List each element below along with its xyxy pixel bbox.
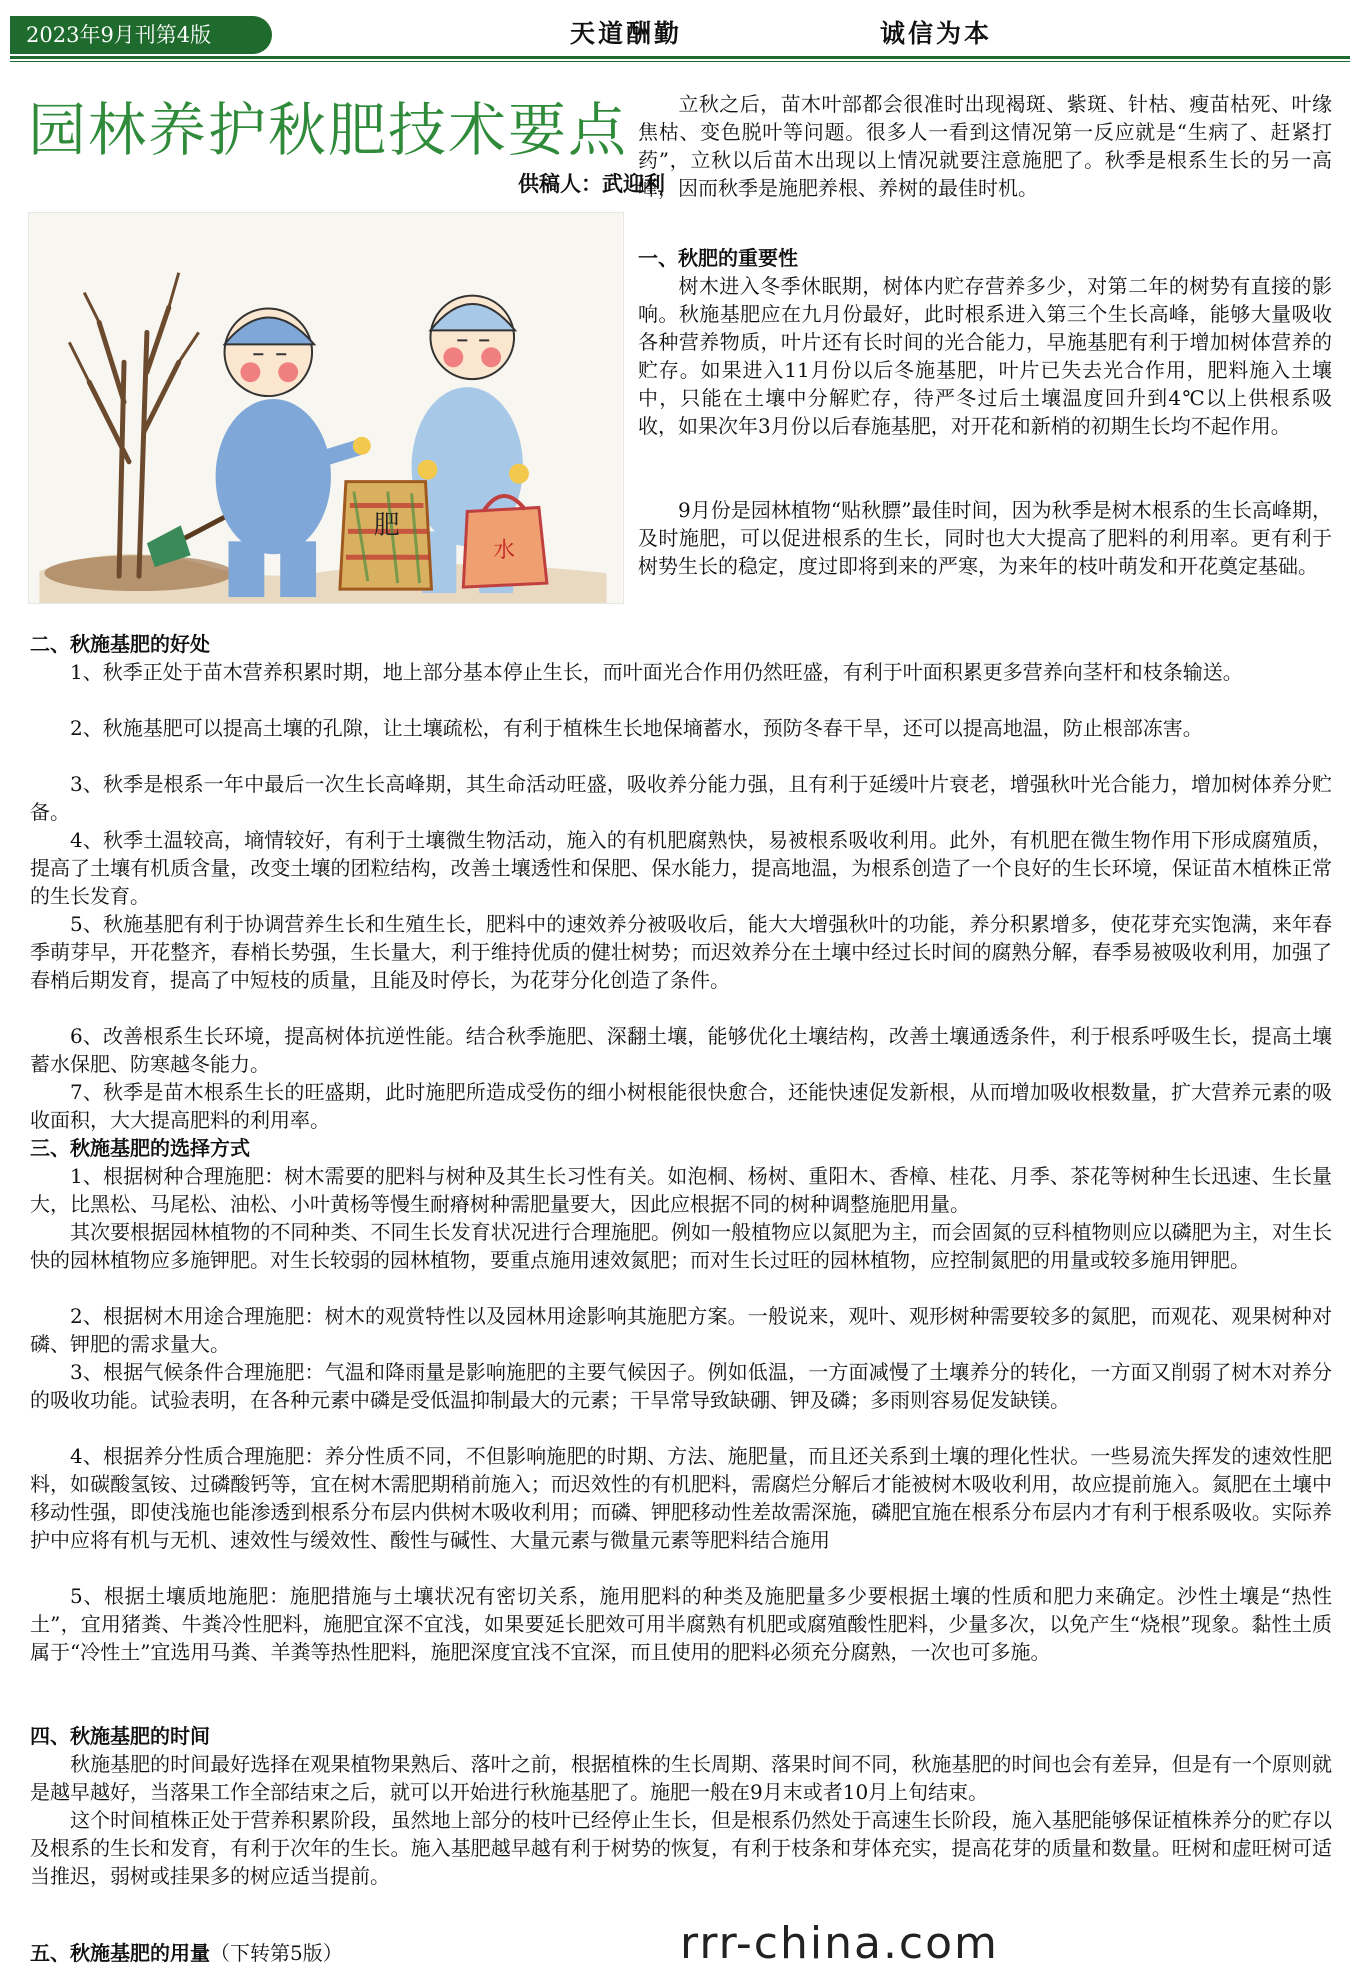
section-3-item: 2、根据树木用途合理施肥：树木的观赏特性以及园林用途影响其施肥方案。一般说来，观叶、观形树种需要较多的氮肥，而观花、观果树种对磷、钾肥的需求量大。 bbox=[30, 1304, 1332, 1356]
slogan-right: 诚信为本 bbox=[880, 19, 993, 48]
section-4-heading: 四、秋施基肥的时间 bbox=[30, 1724, 210, 1748]
bucket-label: 水 bbox=[493, 538, 516, 564]
header-rule bbox=[10, 56, 1350, 59]
section-3-item: 4、根据养分性质合理施肥：养分性质不同，不但影响施肥的时期、方法、施肥量，而且还关系到土壤的理化性状。一些易流失挥发的速效性肥料，如碳酸氢铵、过磷酸钙等，宜在树木需肥期稍前施入；而迟效性的有机肥料，需腐烂分解后才能被树木吸收利用，故应提前施入。氮肥在土壤中移动性强，即使浅施也能渗透到根系分布层内供树木吸收利用；而磷、钾肥移动性差故需深施，磷肥宜施在根系分布层内才有利于根系吸收。实际养护中应将有机与无机、速效性与缓效性、酸性与碱性、大量元素与微量元素等肥料结合施用 bbox=[30, 1444, 1332, 1552]
section-2-item: 6、改善根系生长环境，提高树体抗逆性能。结合秋季施肥、深翻土壤，能够优化土壤结构，改善土壤通透条件，利于根系呼吸生长，提高土壤蓄水保肥、防寒越冬能力。 bbox=[30, 1024, 1332, 1076]
section-2-item: 5、秋施基肥有利于协调营养生长和生殖生长，肥料中的速效养分被吸收后，能大大增强秋叶的功能，养分积累增多，使花芽充实饱满，来年春季萌芽早，开花整齐，春梢长势强，生长量大，利于维持优质的健壮树势；而迟效养分在土壤中经过长时间的腐熟分解，春季易被吸收利用，加强了春梢后期发育，提高了中短枝的质量，且能及时停长，为花芽分化创造了条件。 bbox=[30, 912, 1332, 992]
header-rule-thin bbox=[10, 61, 1350, 62]
section-2-item: 1、秋季正处于苗木营养积累时期，地上部分基本停止生长，而叶面光合作用仍然旺盛，有利于叶面积累更多营养向茎杆和枝条输送。 bbox=[70, 660, 1243, 684]
watermark: rrr-china.com bbox=[680, 1918, 999, 1969]
section-1-heading: 一、秋肥的重要性 bbox=[638, 246, 798, 270]
section-1-paragraph: 9月份是园林植物“贴秋膘”最佳时间，因为秋季是树木根系的生长高峰期，及时施肥，可以促进根系的生长，同时也大大提高了肥料的利用率。更有利于树势生长的稳定，度过即将到来的严寒，为来年的枝叶萌发和开花奠定基础。 bbox=[638, 498, 1332, 578]
bag-label: 肥 bbox=[373, 510, 400, 541]
section-2-item: 3、秋季是根系一年中最后一次生长高峰期，其生命活动旺盛，吸收养分能力强，且有利于延缓叶片衰老，增强秋叶光合能力，增加树体养分贮备。 bbox=[30, 772, 1332, 824]
section-3-item: 3、根据气候条件合理施肥：气温和降雨量是影响施肥的主要气候因子。例如低温，一方面减慢了土壤养分的转化，一方面又削弱了树木对养分的吸收功能。试验表明，在各种元素中磷是受低温抑制最大的元素；干旱常导致缺硼、钾及磷；多雨则容易促发缺镁。 bbox=[30, 1360, 1332, 1412]
section-4-paragraph: 这个时间植株正处于营养积累阶段，虽然地上部分的枝叶已经停止生长，但是根系仍然处于高速生长阶段，施入基肥能够保证植株养分的贮存以及根系的生长和发育，有利于次年的生长。施入基肥越早越有利于树势的恢复，有利于枝条和芽体充实，提高花芽的质量和数量。旺树和虚旺树可适当推迟，弱树或挂果多的树应适当提前。 bbox=[30, 1808, 1332, 1888]
section-4-paragraph: 秋施基肥的时间最好选择在观果植物果熟后、落叶之前，根据植株的生长周期、落果时间不同，秋施基肥的时间也会有差异，但是有一个原则就是越早越好，当落果工作全部结束之后，就可以开始进行秋施基肥了。施肥一般在9月末或者10月上旬结束。 bbox=[30, 1752, 1332, 1804]
article-illustration bbox=[28, 212, 624, 604]
issue-label: 2023年9月刊第4版 bbox=[10, 16, 272, 54]
section-1-paragraph: 树木进入冬季休眠期，树体内贮存营养多少，对第二年的树势有直接的影响。秋施基肥应在九月份最好，此时根系进入第三个生长高峰，能够大量吸收各种营养物质，叶片还有长时间的光合能力，早施基肥有利于增加树体营养的贮存。如果进入11月份以后冬施基肥，叶片已失去光合作用，肥料施入土壤中，只能在土壤中分解贮存，待严冬过后土壤温度回升到4℃以上供根系吸收，如果次年3月份以后春施基肥，对开花和新梢的初期生长均不起作用。 bbox=[638, 274, 1332, 438]
section-3-heading: 三、秋施基肥的选择方式 bbox=[30, 1136, 250, 1160]
intro-paragraph: 立秋之后，苗木叶部都会很准时出现褐斑、紫斑、针枯、瘦苗枯死、叶缘焦枯、变色脱叶等问题。很多人一看到这情况第一反应就是“生病了、赶紧打药”，立秋以后苗木出现以上情况就要注意施肥了。秋季是根系生长的另一高峰，因而秋季是施肥养根、养树的最佳时机。 bbox=[638, 92, 1332, 200]
slogan-left: 天道酬勤 bbox=[570, 19, 683, 48]
section-2-item: 4、秋季土温较高，墒情较好，有利于土壤微生物活动，施入的有机肥腐熟快，易被根系吸收利用。此外，有机肥在微生物作用下形成腐殖质，提高了土壤有机质含量，改变土壤的团粒结构，改善土壤透性和保肥、保水能力，提高地温，为根系创造了一个良好的生长环境，保证苗木植株正常的生长发育。 bbox=[30, 828, 1332, 908]
article-byline: 供稿人：武迎利 bbox=[518, 171, 665, 196]
continued-note: （下转第5版） bbox=[210, 1941, 343, 1965]
section-2-heading: 二、秋施基肥的好处 bbox=[30, 632, 210, 656]
section-2-item: 7、秋季是苗木根系生长的旺盛期，此时施肥所造成受伤的细小树根能很快愈合，还能快速促发新根，从而增加吸收根数量，扩大营养元素的吸收面积，大大提高肥料的利用率。 bbox=[30, 1080, 1332, 1132]
section-3-item: 其次要根据园林植物的不同种类、不同生长发育状况进行合理施肥。例如一般植物应以氮肥为主，而会固氮的豆科植物则应以磷肥为主，对生长快的园林植物应多施钾肥。对生长较弱的园林植物，要重点施用速效氮肥；而对生长过旺的园林植物，应控制氮肥的用量或较多施用钾肥。 bbox=[30, 1220, 1332, 1272]
page-header bbox=[0, 0, 1360, 62]
article-title: 园林养护秋肥技术要点 bbox=[28, 96, 629, 164]
section-3-item: 5、根据土壤质地施肥：施肥措施与土壤状况有密切关系，施用肥料的种类及施肥量多少要根据土壤的性质和肥力来确定。沙性土壤是“热性土”，宜用猪粪、牛粪冷性肥料，施肥宜深不宜浅，如果要延长肥效可用半腐熟有机肥或腐殖酸性肥料，少量多次，以免产生“烧根”现象。黏性土质属于“冷性土”宜选用马粪、羊粪等热性肥料，施肥深度宜浅不宜深，而且使用的肥料必须充分腐熟，一次也可多施。 bbox=[30, 1584, 1332, 1664]
section-3-item: 1、根据树种合理施肥：树木需要的肥料与树种及其生长习性有关。如泡桐、杨树、重阳木、香樟、桂花、月季、茶花等树种生长迅速、生长量大，比黑松、马尾松、油松、小叶黄杨等慢生耐瘠树种需肥量要大，因此应根据不同的树种调整施肥用量。 bbox=[30, 1164, 1332, 1216]
section-2-item: 2、秋施基肥可以提高土壤的孔隙，让土壤疏松，有利于植株生长地保墒蓄水，预防冬春干旱，还可以提高地温，防止根部冻害。 bbox=[70, 716, 1203, 740]
section-5-title: 五、秋施基肥的用量 bbox=[30, 1941, 210, 1965]
